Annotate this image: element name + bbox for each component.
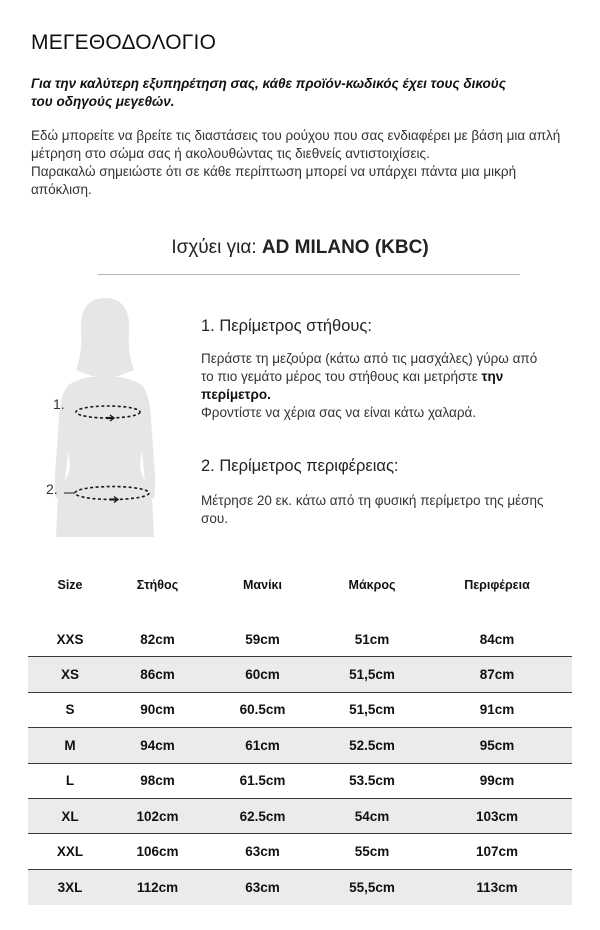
table-header-row (28, 565, 572, 605)
hip-measurement-instructions: Μέτρησε 20 εκ. κάτω από τη φυσική περίμετρο της μέσης σου. (201, 493, 544, 526)
table-row (28, 728, 572, 763)
size-chart-table (28, 565, 572, 905)
table-row (28, 870, 572, 905)
sleeve-cell: 63cm (245, 879, 280, 895)
chest-measurement-instructions (201, 350, 551, 422)
length-cell: 55,5cm (349, 879, 395, 895)
column-header-sleeve: Μανίκι (243, 578, 282, 592)
applies-to-line (0, 237, 600, 259)
length-cell: 51,5cm (349, 667, 395, 683)
intro-highlight: Για την καλύτερη εξυπηρέτηση σας, κάθε προϊόν-κωδικός έχει τους δικούς του οδηγούς μεγεθών. (31, 76, 506, 109)
chest-cell: 94cm (140, 737, 175, 753)
sleeve-cell: 62.5cm (239, 808, 286, 824)
chest-cell: 86cm (140, 667, 175, 683)
chest-measurement-heading: 1. Περίμετρος στήθους: (201, 317, 372, 335)
section-divider (98, 274, 520, 275)
hips-cell: 107cm (475, 844, 519, 860)
hip-measurement-heading: 2. Περίμετρος περιφέρειας: (201, 457, 399, 475)
hips-cell: 87cm (479, 667, 515, 683)
chest-cell: 106cm (136, 844, 179, 860)
hips-cell: 113cm (476, 879, 518, 895)
chest-cell: 98cm (140, 773, 175, 789)
sleeve-cell: 63cm (245, 844, 280, 860)
chest-cell: 82cm (140, 631, 175, 647)
chest-instruction-emphasis: την περίμετρο. (201, 369, 504, 402)
size-cell: M (64, 737, 76, 753)
table-row (28, 657, 572, 692)
length-cell: 55cm (354, 844, 390, 860)
hips-cell: 103cm (475, 808, 519, 824)
hips-cell: 95cm (479, 737, 515, 753)
sleeve-cell: 61.5cm (239, 773, 286, 789)
chest-cell: 112cm (136, 879, 179, 895)
intro-paragraph-2: Παρακαλώ σημειώστε ότι σε κάθε περίπτωση μπορεί να υπάρχει πάντα μια μικρή απόκλιση. (31, 164, 517, 197)
chest-instruction-note: Φροντίστε να χέρια σας να είναι κάτω χαλαρά. (201, 405, 477, 420)
length-cell: 51cm (354, 631, 390, 647)
size-cell: XXL (56, 844, 84, 860)
size-cell: XL (61, 808, 79, 824)
size-cell: XXS (56, 631, 84, 647)
size-cell: 3XL (57, 879, 83, 895)
silhouette-body (55, 298, 155, 537)
hips-cell: 84cm (479, 631, 515, 647)
body-silhouette-illustration (40, 292, 170, 537)
table-row (28, 834, 572, 869)
table-row (28, 693, 572, 728)
chest-instruction-text: Περάστε τη μεζούρα (κάτω από τις μασχάλες) γύρω από το πιο γεμάτο μέρος του στήθους και μετρήστε (201, 351, 538, 384)
size-cell: L (65, 773, 75, 789)
column-header-chest: Στήθος (136, 578, 179, 592)
table-row (28, 764, 572, 799)
hips-cell: 99cm (479, 773, 515, 789)
sleeve-cell: 60.5cm (239, 702, 286, 718)
table-row (28, 622, 572, 657)
chest-marker-label: 1. (53, 396, 65, 412)
length-cell: 52.5cm (349, 737, 395, 753)
table-row (28, 799, 572, 834)
length-cell: 51,5cm (349, 702, 395, 718)
page-title: ΜΕΓΕΘΟΔΟΛΟΓΙΟ (31, 31, 217, 54)
size-cell: XS (60, 667, 79, 683)
sleeve-cell: 60cm (245, 667, 280, 683)
chest-cell: 90cm (140, 702, 175, 718)
hip-marker-label: 2. (46, 481, 58, 497)
length-cell: 54cm (354, 808, 390, 824)
intro-paragraph-1: Εδώ μπορείτε να βρείτε τις διαστάσεις του ρούχου που σας ενδιαφέρει με βάση μια απλή μέτρηση στο σώμα σας ή ακολουθώντας τις διεθνείς αντιστοιχίσεις. (31, 128, 561, 161)
applies-brand: AD MILANO (KBC) (261, 237, 429, 258)
hips-cell: 91cm (479, 702, 515, 718)
column-header-hips: Περιφέρεια (464, 578, 530, 592)
applies-prefix: Ισχύει για: (171, 237, 257, 258)
column-header-length: Μάκρος (348, 578, 396, 592)
chest-cell: 102cm (136, 808, 179, 824)
intro-text (31, 127, 576, 199)
length-cell: 53.5cm (349, 773, 395, 789)
column-header-size: Size (57, 578, 83, 592)
sleeve-cell: 59cm (245, 631, 280, 647)
sleeve-cell: 61cm (245, 737, 280, 753)
size-cell: S (65, 702, 75, 718)
